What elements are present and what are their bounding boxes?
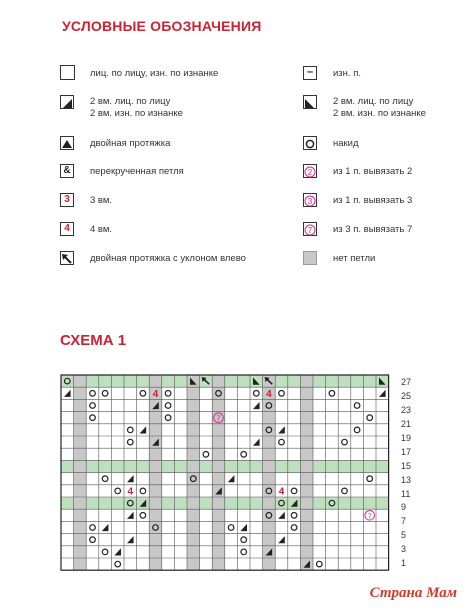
knit-together-mark: 4 <box>266 388 272 400</box>
legend-symbol-inc7-icon <box>303 222 317 236</box>
svg-text:3: 3 <box>307 197 313 206</box>
row-number: 13 <box>401 474 412 485</box>
yarn-over-mark <box>165 391 171 397</box>
yarn-over-mark <box>90 391 96 397</box>
row-number: 23 <box>401 404 412 415</box>
yarn-over-mark <box>90 537 96 543</box>
legend-label-k4: 4 вм. <box>90 224 113 235</box>
legend-label-inc3: из 1 п. вывязать 3 <box>333 195 413 206</box>
decrease-right-mark <box>240 524 247 531</box>
yarn-over-mark <box>241 452 247 458</box>
legend-symbol-no-stitch <box>303 251 317 265</box>
legend-symbol-double-icon <box>60 136 74 150</box>
legend-symbol-twisted-icon: & <box>60 164 74 178</box>
yarn-over-mark <box>115 488 121 494</box>
yarn-over-mark <box>140 391 146 397</box>
legend-symbol-decrease-left-icon <box>303 95 317 109</box>
legend-label-no-stitch: нет петли <box>333 253 376 264</box>
yarn-over-mark <box>254 391 260 397</box>
yarn-over-mark <box>102 549 108 555</box>
decrease-right-mark <box>114 548 121 555</box>
yarn-over-mark <box>354 427 360 433</box>
row-number: 15 <box>401 460 412 471</box>
knit-together-mark: 4 <box>127 486 134 498</box>
legend-symbol-arrow-icon <box>60 251 74 265</box>
decrease-right-mark <box>379 390 386 397</box>
decrease-right-mark <box>253 402 260 409</box>
svg-text:7: 7 <box>307 226 313 235</box>
row-number: 1 <box>401 558 407 569</box>
legend-label-arrow: двойная протяжка с уклоном влево <box>90 253 246 264</box>
decrease-right-mark <box>102 524 109 531</box>
legend-symbol-purl-icon: – <box>303 66 317 80</box>
row-number: 19 <box>401 432 412 443</box>
legend-symbol-yarn-over-icon <box>303 136 317 150</box>
yarn-over-mark <box>367 415 373 421</box>
yarn-over-mark <box>115 561 121 567</box>
knitting-chart-grid <box>60 374 390 576</box>
legend-line: 2 вм. лиц. по лицу <box>333 96 414 107</box>
yarn-over-mark <box>329 391 335 397</box>
decrease-right-mark <box>127 536 134 543</box>
yarn-over-mark <box>367 476 373 482</box>
row-number: 17 <box>401 446 412 457</box>
svg-text:2: 2 <box>307 168 313 177</box>
yarn-over-mark <box>342 439 348 445</box>
row-number: 3 <box>401 544 407 555</box>
legend-label-blank: лиц. по лицу, изн. по изнанке <box>90 68 219 79</box>
chart-svg <box>60 374 390 571</box>
row-number: 21 <box>401 418 412 429</box>
decrease-right-mark <box>253 439 260 446</box>
row-number: 27 <box>401 377 412 387</box>
yarn-over-mark <box>102 391 108 397</box>
row-number: 9 <box>401 502 407 513</box>
decrease-right-mark <box>127 475 134 482</box>
legend-symbol-decrease-right-icon <box>60 95 74 109</box>
row-number: 11 <box>401 488 411 499</box>
decrease-right-mark <box>127 512 134 519</box>
yarn-over-mark <box>90 525 96 531</box>
yarn-over-mark <box>291 513 297 519</box>
chart-title: СХЕМА 1 <box>60 332 127 349</box>
legend-label-k3: 3 вм. <box>90 195 113 206</box>
yarn-over-mark <box>291 488 297 494</box>
decrease-right-mark <box>140 426 147 433</box>
legend-line: 2 вм. изн. по изнанке <box>333 108 426 119</box>
yarn-over-mark <box>90 415 96 421</box>
legend-label-decrease-left <box>333 96 426 120</box>
row-number: 25 <box>401 390 412 401</box>
legend-line: 2 вм. лиц. по лицу <box>90 96 171 107</box>
yarn-over-mark <box>128 427 134 433</box>
yarn-over-mark <box>279 439 285 445</box>
yarn-over-mark <box>228 525 234 531</box>
yarn-over-mark <box>140 513 146 519</box>
legend-symbol-blank <box>60 65 75 80</box>
yarn-over-mark <box>241 537 247 543</box>
watermark-logo: Страна Мам <box>369 585 457 601</box>
legend-symbol-inc3-icon <box>303 193 317 207</box>
yarn-over-mark <box>140 488 146 494</box>
yarn-over-mark <box>165 415 171 421</box>
legend-symbol-inc2-icon <box>303 164 317 178</box>
increase-7-label: 7 <box>216 413 221 423</box>
knit-together-mark: 4 <box>278 486 285 498</box>
yarn-over-mark <box>203 452 209 458</box>
increase-7-label: 7 <box>367 511 372 521</box>
legend-label-inc2: из 1 п. вывязать 2 <box>333 166 413 177</box>
yarn-over-mark <box>342 488 348 494</box>
yarn-over-mark <box>279 391 285 397</box>
yarn-over-mark <box>354 403 360 409</box>
yarn-over-mark <box>90 403 96 409</box>
knit-together-mark: 4 <box>152 388 159 400</box>
legend-symbol-k3-icon: 3 <box>60 193 74 207</box>
yarn-over-mark <box>128 439 134 445</box>
legend-line: 2 вм. изн. по изнанке <box>90 108 183 119</box>
legend-label-purl: изн. п. <box>333 68 361 79</box>
legend-title: УСЛОВНЫЕ ОБОЗНАЧЕНИЯ <box>62 18 262 34</box>
row-number: 5 <box>401 530 407 541</box>
legend-label-twisted: перекрученная петля <box>90 166 184 177</box>
legend-label-yarn-over: накид <box>333 138 359 149</box>
yarn-over-mark <box>241 549 247 555</box>
decrease-right-mark <box>278 512 285 519</box>
decrease-right-mark <box>278 426 285 433</box>
decrease-right-mark <box>278 536 285 543</box>
yarn-over-mark <box>291 525 297 531</box>
legend-symbol-k4-icon: 4 <box>60 222 74 236</box>
legend-label-double: двойная протяжка <box>90 138 171 149</box>
yarn-over-mark <box>317 561 323 567</box>
row-number: 7 <box>401 516 407 527</box>
yarn-over-mark <box>165 403 171 409</box>
decrease-right-mark <box>228 475 235 482</box>
legend-label-inc7: из 3 п. вывязать 7 <box>333 224 413 235</box>
yarn-over-mark <box>102 476 108 482</box>
decrease-right-mark <box>64 390 71 397</box>
legend-label-decrease-right <box>90 96 183 120</box>
